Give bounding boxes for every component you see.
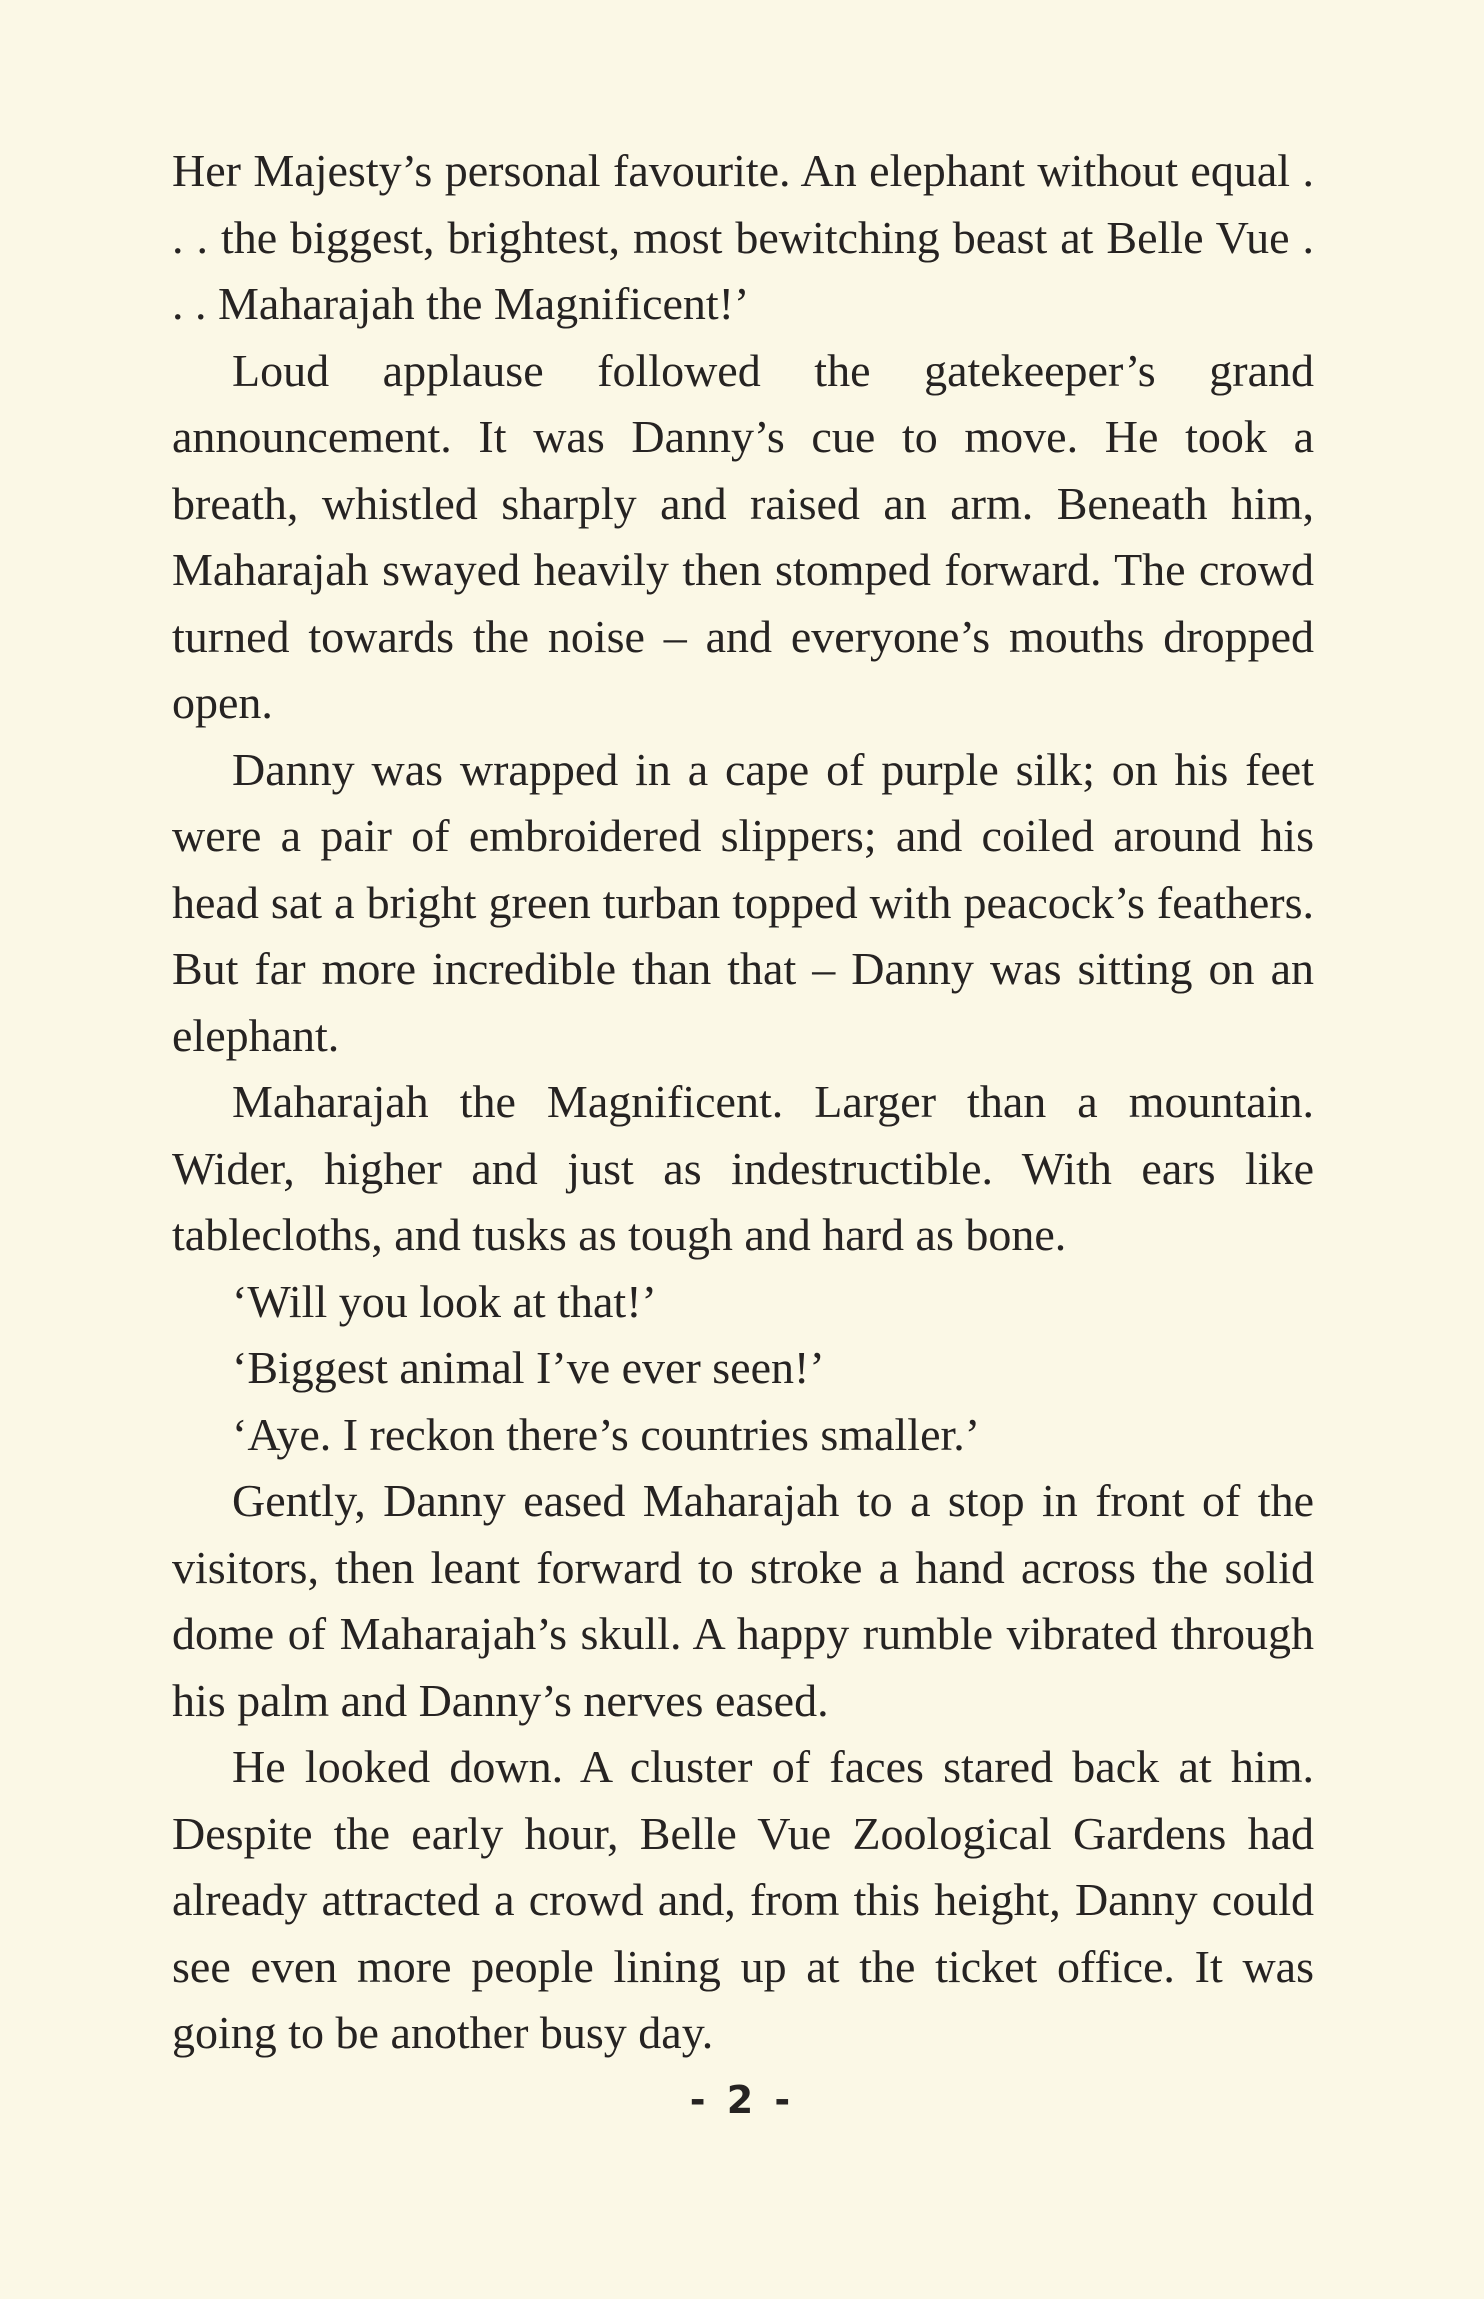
paragraph-2: Loud applause followed the gatekeeper’s grand announcement. It was Danny’s cue to move. He took a breath, whistled sharply and raised an arm. Beneath him, Maharajah swayed heavily then stomped forward. The crowd turned towards the noise – and everyone’s mouths dropped open.: [172, 344, 1314, 728]
dialogue-line-3: ‘Aye. I reckon there’s countries smaller.’: [232, 1408, 981, 1460]
paragraph-1: Her Majesty’s personal favourite. An elephant without equal . . . the biggest, brightest, most bewitching beast at Belle Vue . . . Maharajah the Magnificent!’: [172, 145, 1314, 329]
paragraph-5: Gently, Danny eased Maharajah to a stop in front of the visitors, then leant forward to stroke a hand across the solid dome of Maharajah’s skull. A happy rumble vibrated through his palm and Danny’s nerves eased.: [172, 1475, 1314, 1726]
paragraph-4: Maharajah the Magnificent. Larger than a mountain. Wider, higher and just as indestructible. With ears like tablecloths, and tusks as tough and hard as bone.: [172, 1076, 1314, 1260]
body-text: [172, 138, 1314, 2067]
page-number: - 2 -: [689, 2078, 795, 2122]
dialogue-line-1: ‘Will you look at that!’: [232, 1275, 657, 1327]
paragraph-6: He looked down. A cluster of faces stared back at him. Despite the early hour, Belle Vue Zoological Gardens had already attracted a crowd and, from this height, Danny could see even more people lining up at the ticket office. It was going to be another busy day.: [172, 1741, 1314, 2058]
dialogue-line-2: ‘Biggest animal I’ve ever seen!’: [232, 1342, 825, 1393]
paragraph-3: Danny was wrapped in a cape of purple silk; on his feet were a pair of embroidered slippers; and coiled around his head sat a bright green turban topped with peacock’s feathers. But far more incredible than that – Danny was sitting on an elephant.: [172, 743, 1314, 1061]
